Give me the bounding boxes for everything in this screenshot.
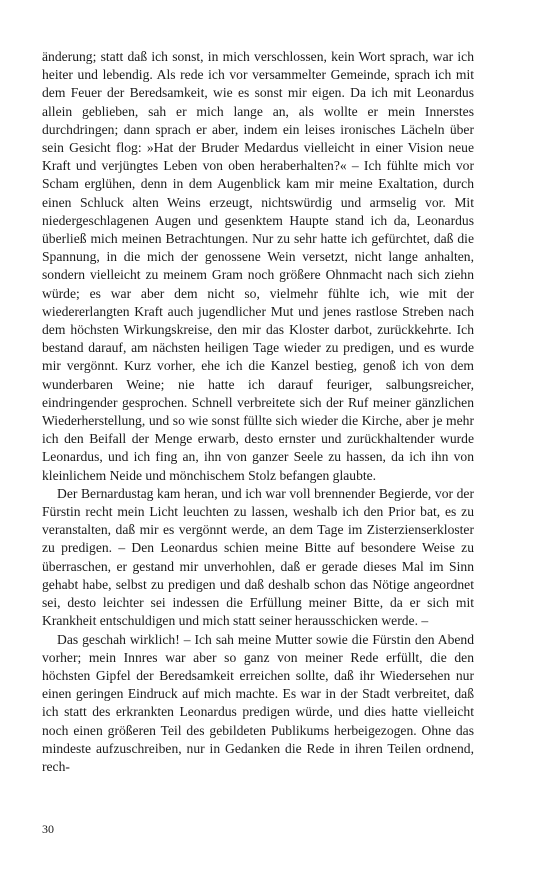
page-number: 30 (42, 822, 54, 836)
paragraph-2: Der Bernardustag kam heran, und ich war voll brennender Begierde, vor der Fürstin recht mein Licht leuchten zu lassen, weshalb ich den Prior bat, es zu veranstalten, daß mir es vergönnt werde, an dem Tage im Zisterzienserkloster zu predigen. – Den Leonardus schien meine Bitte auf besondere Weise zu überraschen, er gestand mir unverhohlen, daß er gerade dieses Mal im Sinn gehabt habe, selbst zu predigen und daß deshalb schon das Nötige angeordnet sei, desto leichter sei indessen die Erfüllung meiner Bitte, da er sich mit Krankheit entschuldigen und mich statt seiner herausschicken werde. – (42, 485, 474, 629)
paragraph-1: änderung; statt daß ich sonst, in mich verschlossen, kein Wort sprach, war ich heiter und lebendig. Als rede ich vor versammelter Gemeinde, sprach ich mit dem Feuer der Beredsamkeit, wie es sonst mir eigen. Da ich mit Leonardus allein geblieben, sah er mich lange an, als wollte er mein Innerstes durchdringen; dann sprach er aber, indem ein leises ironisches Lächeln über sein Gesicht flog: »Hat der Bruder Medardus vielleicht in einer Vision neue Kraft und verjüngtes Leben von oben heraberhalten?« – Ich fühlte mich vor Scham erglühen, denn in dem Augenblick kam mir meine Exaltation, durch einen Schluck alten Weins erzeugt, nichtswürdig und armselig vor. Mit niedergeschlagenen Augen und gesenktem Haupte stand ich da, Leonardus überließ mich meinen Betrachtungen. Nur zu sehr hatte ich gefürchtet, daß die Spannung, in die mich der genossene Wein versetzt, nicht lange anhalten, sondern vielleicht zu meinem Gram noch größere Ohnmacht nach sich ziehn würde; es war aber dem nicht so, vielmehr fühlte ich, wie mit der wiedererlangten Kraft auch jugendlicher Mut und jenes rastlose Streben nach dem höchsten Wirkungskreise, den mir das Kloster darbot, zurückkehrte. Ich bestand darauf, am nächsten heiligen Tage wieder zu predigen, und es wurde mir vergönnt. Kurz vorher, ehe ich die Kanzel bestieg, genoß ich von dem wunderbaren Weine; nie hatte ich darauf feuriger, salbungsreicher, eindringender gesprochen. Schnell verbreitete sich der Ruf meiner gänzlichen Wiederherstellung, und so wie sonst füllte sich wieder die Kirche, aber je mehr ich den Beifall der Menge erwarb, desto ernster und zurückhaltender wurde Leonardus, und ich fing an, ihn von ganzer Seele zu hassen, da ich ihn von kleinlichem Neide und mönchischem Stolz befangen glaubte. (42, 49, 474, 483)
paragraph-3: Das geschah wirklich! – Ich sah meine Mutter sowie die Fürstin den Abend vorher; mein Innres war aber so ganz von meiner Rede erfüllt, die den höchsten Gipfel der Beredsamkeit erreichen sollte, daß ihr Wiedersehen nur einen geringen Eindruck auf mich machte. Es war in der Stadt verbreitet, daß ich statt des erkrankten Leonardus predigen würde, und dies hatte vielleicht noch einen größeren Teil des gebildeten Publikums herbeigezogen. Ohne das mindeste aufzuschreiben, nur in Gedanken die Rede in ihren Teilen ordnend, rech- (42, 631, 474, 774)
page-body (42, 48, 474, 776)
